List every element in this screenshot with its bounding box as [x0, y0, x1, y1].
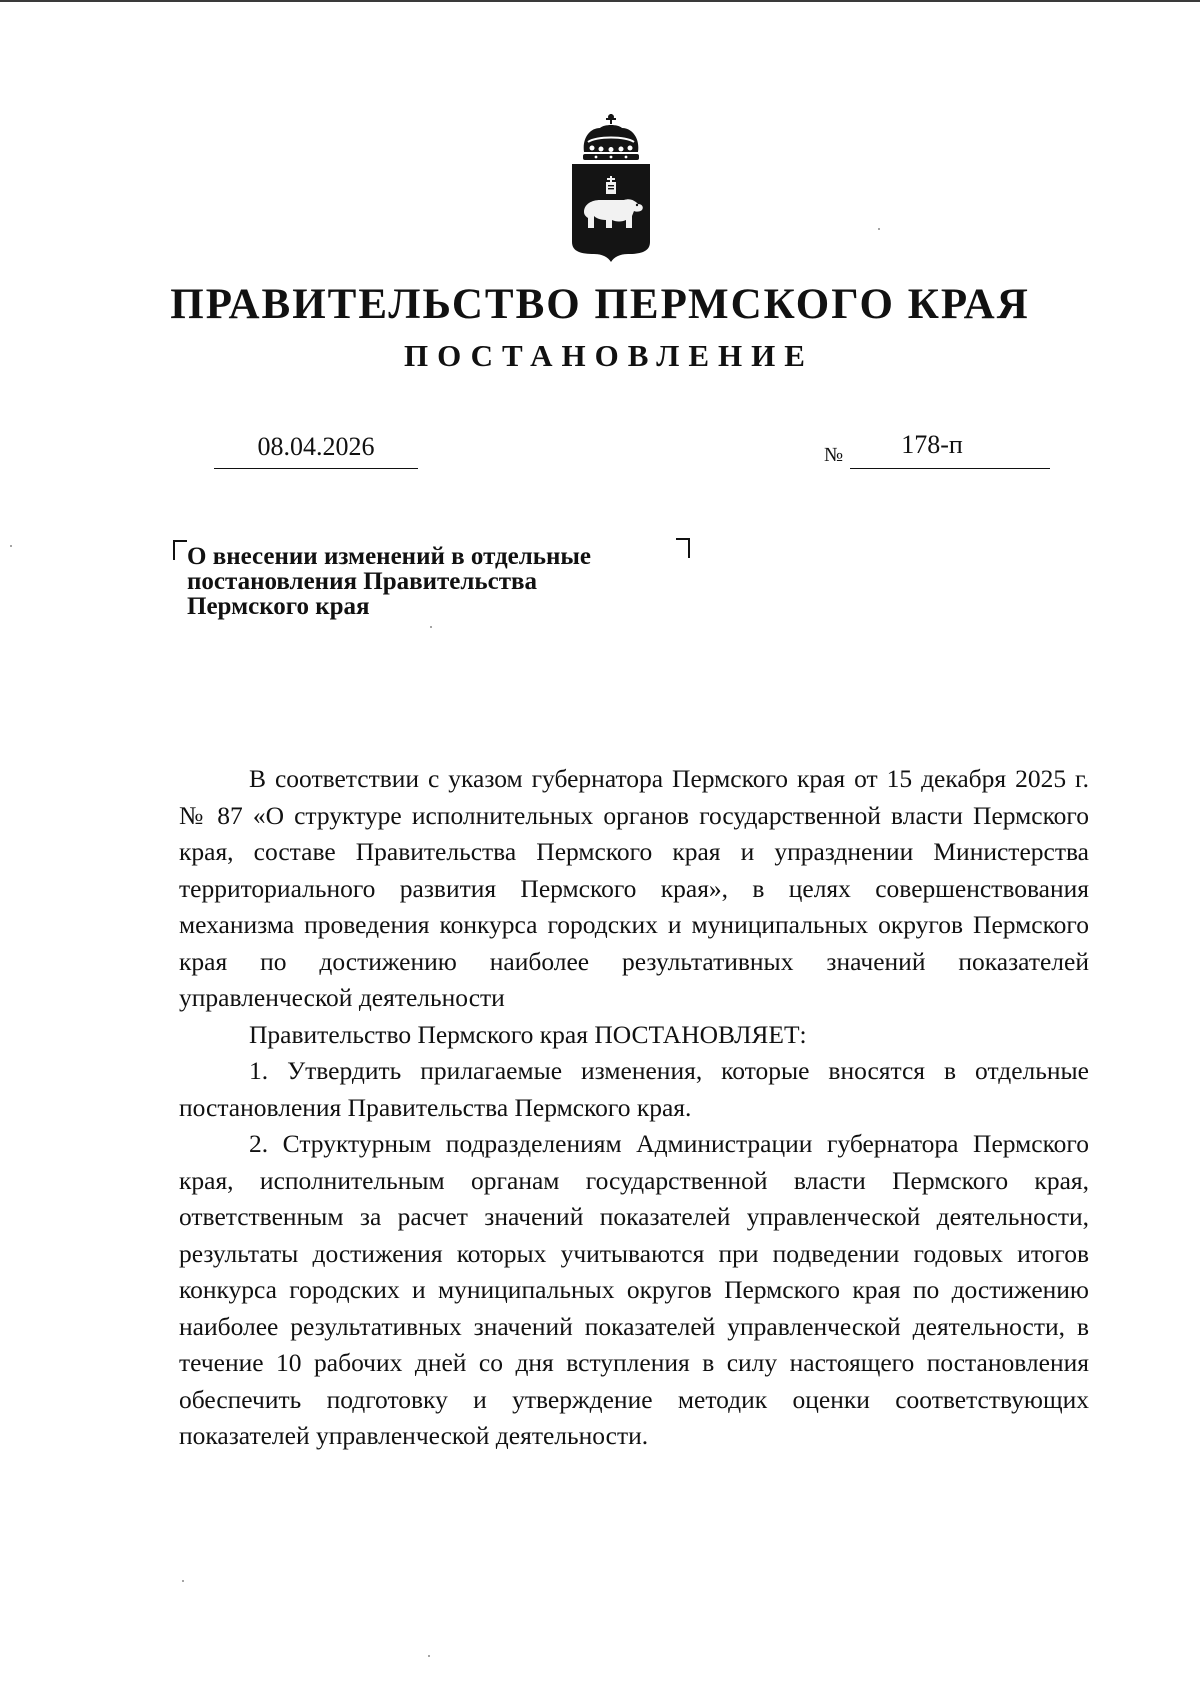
- perm-krai-coat-of-arms-icon: [566, 112, 656, 264]
- item-2-paragraph: 2. Структурным подразделениям Администрации губернатора Пермского края, исполнительным органам государственной власти Пермского края, ответственным за расчет значений показателей управленческой деятельности, результаты достижения которых учитываются при подведении годовых итогов конкурса городских и муниципальных округов Пермского края по достижению наиболее результативных значений показателей управленческой деятельности, в течение 10 рабочих дней со дня вступления в силу настоящего постановления обеспечить подготовку и утверждение методик оценки соответствующих показателей управленческой деятельности.: [179, 1129, 1089, 1450]
- subject-line: постановления Правительства: [187, 568, 537, 595]
- scan-speck: [878, 228, 880, 230]
- scan-speck: [10, 545, 12, 547]
- document-subject: [187, 544, 667, 619]
- document-type-title: ПОСТАНОВЛЕНИЕ: [404, 338, 814, 373]
- organization-title: ПРАВИТЕЛЬСТВО ПЕРМСКОГО КРАЯ: [170, 281, 1030, 328]
- decree-paragraph: Правительство Пермского края ПОСТАНОВЛЯЕТ:: [249, 1019, 807, 1049]
- gospel-cross-icon: [606, 176, 616, 194]
- item-1-paragraph: 1. Утвердить прилагаемые изменения, которые вносятся в отдельные постановления Правительства Пермского края.: [179, 1056, 1089, 1122]
- subject-bracket-right: [676, 538, 690, 558]
- subject-bracket-left: [173, 540, 187, 560]
- date-field: [214, 426, 418, 469]
- preamble-paragraph: В соответствии с указом губернатора Пермского края от 15 декабря 2025 г. № 87 «О структуре исполнительных органов государственной власти Пермского края, составе Правительства Пермского края и упразднении Министерства территориального развития Пермского края», в целях совершенствования механизма проведения конкурса городских и муниципальных округов Пермского края по достижению наиболее результативных значений показателей управленческой деятельности: [179, 764, 1089, 1012]
- subject-line: О внесении изменений в отдельные: [187, 543, 592, 570]
- document-date: 08.04.2026: [257, 432, 375, 461]
- subject-line: Пермского края: [187, 593, 370, 620]
- number-field: [850, 426, 1050, 469]
- scan-speck: [182, 1580, 184, 1582]
- scan-top-edge: [0, 0, 1200, 2]
- document-number: 178-п: [901, 430, 963, 459]
- scan-speck: [430, 626, 432, 628]
- scan-speck: [428, 1655, 430, 1657]
- crown-icon: [583, 114, 639, 160]
- number-sign: №: [824, 444, 844, 466]
- document-body: [179, 761, 1089, 1455]
